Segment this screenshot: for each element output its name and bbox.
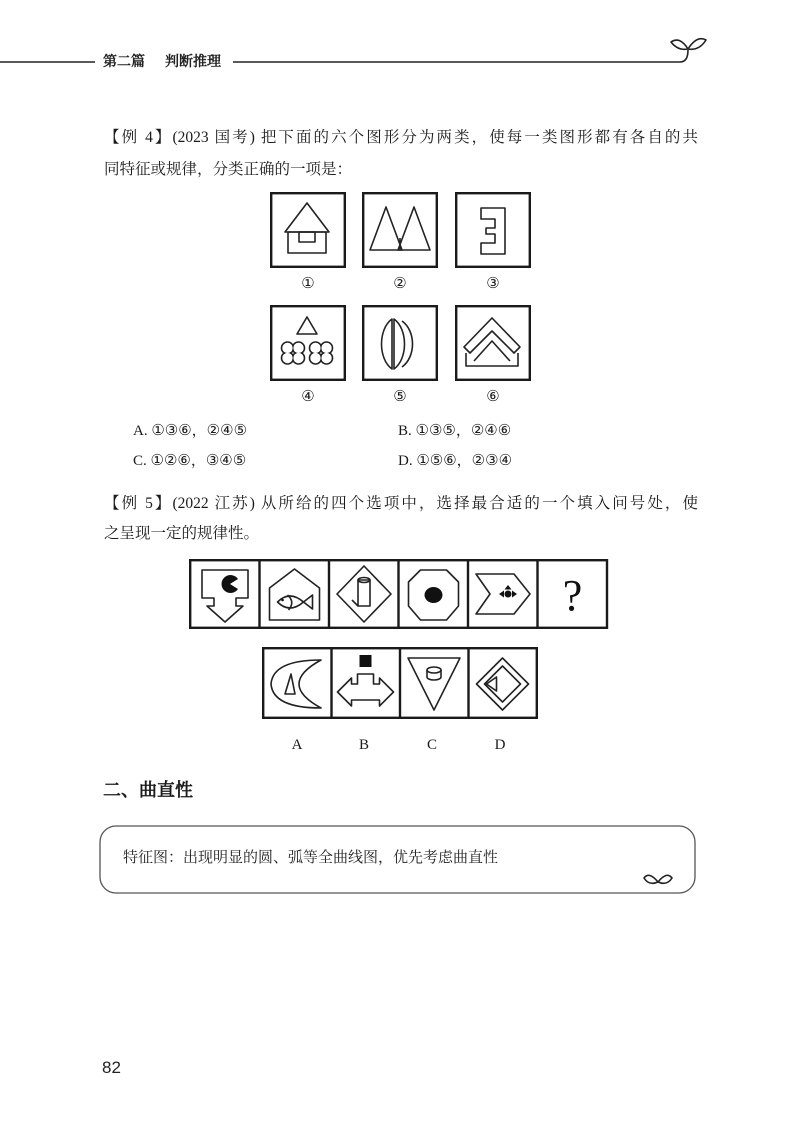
strip-cell-5 <box>476 574 530 614</box>
diamond-shape <box>337 566 391 622</box>
figure-5 <box>362 305 438 381</box>
filled-ellipse <box>425 587 443 603</box>
strip-cell-1 <box>202 570 248 622</box>
right-clover <box>310 342 333 364</box>
small-triangle <box>285 674 295 694</box>
figure-label-3: ③ <box>486 276 500 292</box>
chevron-band <box>464 318 520 353</box>
question-strip <box>189 559 609 630</box>
half-disk-left <box>382 319 393 369</box>
figure-1 <box>270 192 346 268</box>
figure-label-5: ⑤ <box>393 389 407 405</box>
option-c-figure <box>408 658 460 710</box>
notch-square <box>299 232 315 242</box>
figure-2 <box>362 192 438 268</box>
filled-square <box>360 655 372 667</box>
left-clover <box>282 342 305 364</box>
option-d-figure <box>477 658 529 710</box>
right-triangle <box>398 207 430 250</box>
option-label-c: C <box>426 737 437 753</box>
figure-3 <box>455 192 531 268</box>
figure-label-4: ④ <box>301 389 315 405</box>
sprout-icon <box>644 875 672 883</box>
sprout-icon <box>671 39 706 50</box>
option-label-b: B <box>358 737 369 753</box>
figure-label-1: ① <box>301 276 315 292</box>
example4-option-a: A. ①③⑥，②④⑤ <box>133 423 248 439</box>
figure-6 <box>455 305 531 381</box>
left-triangle <box>370 207 402 250</box>
header-title: 判断推理 <box>165 53 221 69</box>
strip-cell-4 <box>409 570 459 620</box>
figure-frame <box>363 193 437 267</box>
pacman-shape <box>222 575 238 593</box>
option-b-figure <box>338 655 394 706</box>
example4-line-1: 【例 4】(2023 国考) 把下面的六个图形分为两类，使每一类图形都有各自的共 <box>104 129 698 146</box>
option-a-figure <box>271 660 321 708</box>
header-rule-right <box>233 50 688 62</box>
roof-triangle <box>285 203 329 232</box>
strip-cell-6 <box>563 571 583 620</box>
example4-line-2: 同特征或规律，分类正确的一项是： <box>104 161 353 178</box>
example4-option-c: C. ①②⑥，③④⑤ <box>133 453 247 469</box>
figure-frame <box>456 193 530 267</box>
section-heading: 二、曲直性 <box>103 780 193 800</box>
half-disk-right <box>402 321 413 367</box>
fish-eye <box>281 599 284 602</box>
cylinder-foot <box>352 600 358 606</box>
figure-label-2: ② <box>393 276 407 292</box>
question-mark: ? <box>562 571 583 620</box>
figure-4 <box>270 305 346 381</box>
example4-option-d: D. ①⑤⑥，②③④ <box>398 453 513 469</box>
small-triangle <box>297 317 317 334</box>
cylinder-top <box>427 667 441 673</box>
header-part: 第二篇 <box>103 53 145 69</box>
fish-tail <box>304 595 313 609</box>
arrow-cluster <box>499 585 517 598</box>
cylinder-body <box>358 580 370 606</box>
callout-text: 特征图：出现明显的圆、弧等全曲线图，优先考虑曲直性 <box>123 849 499 866</box>
options-strip <box>262 647 539 720</box>
figure-label-6: ⑥ <box>486 389 500 405</box>
bracket-shape <box>481 208 505 254</box>
double-arrow-shape <box>338 674 394 706</box>
half-disk-middle <box>394 319 405 369</box>
base-bracket <box>466 353 518 366</box>
down-triangle <box>408 658 460 710</box>
page-number: 82 <box>102 1058 121 1077</box>
example4-option-b: B. ①③⑤，②④⑥ <box>398 423 512 439</box>
strip-cell-2 <box>270 569 320 620</box>
crescent-shape <box>271 660 321 708</box>
small-triangle <box>487 677 497 691</box>
example5-line-2: 之呈现一定的规律性。 <box>104 525 260 542</box>
example5-line-1: 【例 5】(2022 江苏) 从所给的四个选项中，选择最合适的一个填入问号处，使 <box>104 495 698 512</box>
strip-dividers <box>260 560 538 628</box>
figure-frame <box>363 306 437 380</box>
option-label-a: A <box>291 737 303 753</box>
strip-cell-3 <box>337 566 391 622</box>
option-label-d: D <box>494 737 506 753</box>
